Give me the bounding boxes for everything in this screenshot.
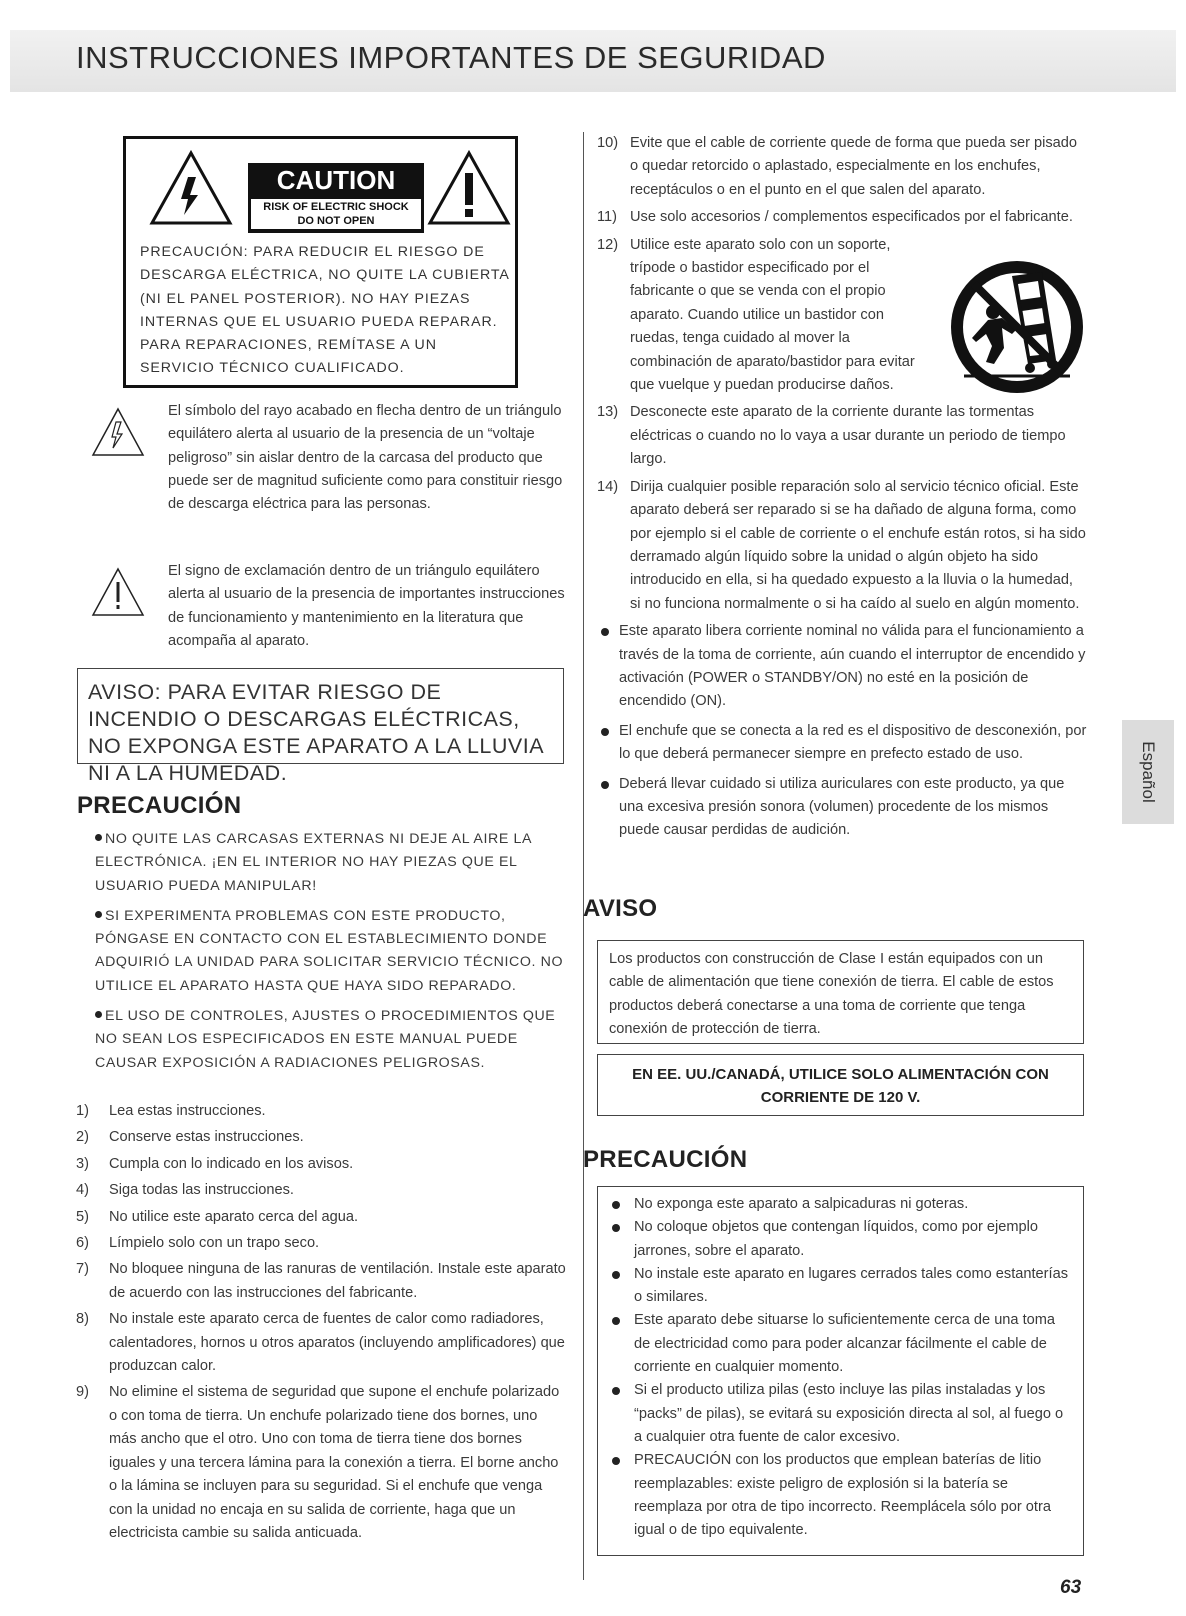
item-text: Lea estas instrucciones. [109, 1103, 266, 1119]
item-number: 12) [597, 236, 619, 253]
item-number: 10) [597, 135, 619, 151]
list-item-text: No coloque objetos que contengan líquidos, como por ejemplo jarrones, sobre el aparato. [634, 1219, 1039, 1259]
column-divider [583, 132, 584, 1580]
item-text: No elimine el sistema de seguridad que supone el enchufe polarizado o con toma de tierra. Un enchufe polarizado tiene dos bornes, uno más ancho que el otro. Uno con toma de tierra tiene dos bornes iguales y una tercera lámina para la conexión a tierra. El borne ancho o la lámina se incluyen para su seguridad. Si el enchufe que venga con la unidad no encaja en su salida de corriente, haga que un electricista cambie su salida anticuada. [109, 1384, 560, 1541]
list-item [612, 1379, 1071, 1449]
list-item [95, 905, 567, 998]
item-number: 11) [597, 209, 618, 226]
caution-label-line-2: DO NOT OPEN [297, 215, 375, 227]
item-number: 3) [76, 1155, 89, 1172]
list-item [612, 1263, 1071, 1310]
numbered-item [76, 1153, 566, 1176]
list-item [95, 1005, 567, 1075]
language-tab-label: Español [1139, 741, 1158, 803]
lightning-explanation-text: El símbolo del rayo acabado en flecha dentro de un triángulo equilátero alerta al usuario de la presencia de un “voltaje peligroso” sin aislar dentro de la carcasa del producto que puede ser de magnitud suficiente como para constituir riesgo de descarga eléctrica para las personas. [168, 403, 563, 513]
item-text: Utilice este aparato solo con un soporte, trípode o bastidor especificado por el fabricante o que se venda con el propio aparato. Cuando utilice un bastidor con ruedas, tenga cuidado al mover la combinación de aparato/bastidor para evitar que vuelque y puedan producirse daños. [630, 236, 915, 394]
numbered-item [76, 1206, 566, 1229]
caution-label-line-1: RISK OF ELECTRIC SHOCK [263, 201, 409, 213]
precaucion-list [95, 828, 567, 1082]
numbered-item [597, 401, 1087, 471]
list-item-text: No instale este aparato en lugares cerrados tales como estanterías o similares. [634, 1265, 1069, 1306]
page-number: 63 [1060, 1577, 1082, 1598]
caution-graphic [140, 149, 470, 231]
list-item-text: SI EXPERIMENTA PROBLEMAS CON ESTE PRODUCTO, PÓNGASE EN CONTACTO CON EL ESTABLECIMIENTO DONDE ADQUIRIÓ LA UNIDAD PARA SOLICITAR SERVICIO TÉCNICO. NO UTILICE EL APARATO HASTA QUE HAYA SIDO REPARADO. [95, 907, 564, 994]
lightning-triangle-icon [90, 406, 146, 458]
list-item [612, 1216, 1071, 1263]
list-item [612, 1309, 1071, 1379]
list-item [95, 828, 567, 898]
bullet-icon [612, 1201, 620, 1209]
numbered-list-left [76, 1100, 566, 1548]
list-item-text: No exponga este aparato a salpicaduras ni goteras. [634, 1196, 969, 1212]
language-tab [1122, 720, 1174, 824]
bullet-icon [601, 781, 609, 789]
precaucion-heading: PRECAUCIÓN [77, 792, 242, 819]
item-text: Cumpla con lo indicado en los avisos. [109, 1155, 354, 1172]
item-text: Conserve estas instrucciones. [109, 1129, 304, 1146]
numbered-list-right [597, 132, 1087, 849]
bullet-icon [612, 1387, 620, 1395]
list-item-text: Este aparato debe situarse lo suficientemente cerca de una toma de electricidad como para poder alcanzar fácilmente el cable de corriente en cualquier momento. [634, 1312, 1056, 1376]
aviso-heading: AVISO [583, 895, 658, 922]
list-item-text: EL USO DE CONTROLES, AJUSTES O PROCEDIMIENTOS QUE NO SEAN LOS ESPECIFICADOS EN ESTE MANUAL PUEDE CAUSAR EXPOSICIÓN A RADIACIONES PELIGROSAS. [95, 1008, 556, 1071]
lightning-triangle-icon [148, 149, 234, 227]
bullet-text: Deberá llevar cuidado si utiliza auriculares con este producto, ya que una excesiva presión sonora (volumen) procedente de los mismos puede causar perdidas de audición. [619, 775, 1065, 839]
list-item [612, 1449, 1071, 1542]
item-number: 14) [597, 478, 619, 495]
bullet-item [597, 720, 1087, 767]
page-title: INSTRUCCIONES IMPORTANTES DE SEGURIDAD [76, 40, 826, 75]
numbered-item [597, 132, 1087, 202]
bullet-icon [601, 728, 609, 736]
bullet-item [597, 620, 1087, 714]
item-text: Dirija cualquier posible reparación solo al servicio técnico oficial. Este aparato deberá ser reparado si se ha dañado de alguna forma, como por ejemplo si el cable de corriente o el enchufe están rotos, si ha sido derramado algún líquido sobre la unidad o algún objeto ha sido introducido en ella, si ha quedado expuesto a la lluvia o la humedad, si no funciona normalmente o si ha caído al suelo en algún momento. [630, 478, 1086, 612]
item-number: 2) [76, 1129, 89, 1146]
list-item-text: PRECAUCIÓN con los productos que emplean baterías de litio reemplazables: existe peligro de explosión si la batería se reemplaza por otra de tipo incorrecto. Reemplácela sólo por otra igual o de tipo equivalente. [634, 1452, 1051, 1539]
list-item-text: Si el producto utiliza pilas (esto incluye las pilas instaladas y los “packs” de pilas), se evitará su exposición directa al sol, al fuego o a cualquier otra fuente de calor excesivo. [634, 1382, 1064, 1445]
numbered-item [76, 1100, 566, 1123]
list-item-text: NO QUITE LAS CARCASAS EXTERNAS NI DEJE AL AIRE LA ELECTRÓNICA. ¡EN EL INTERIOR NO HAY PIEZAS QUE EL USUARIO PUEDA MANIPULAR! [95, 831, 532, 894]
exclamation-explanation-text: El signo de exclamación dentro de un triángulo equilátero alerta al usuario de la presencia de importantes instrucciones de funcionamiento y mantenimiento en la literatura que acompaña al aparato. [168, 563, 565, 649]
caution-text: PRECAUCIÓN: PARA REDUCIR EL RIESGO DE DESCARGA ELÉCTRICA, NO QUITE LA CUBIERTA (NI EL PANEL POSTERIOR). NO HAY PIEZAS INTERNAS QUE EL USUARIO PUEDA REPARAR. PARA REPARACIONES, REMÍTASE A UN SERVICIO TÉCNICO CUALIFICADO. [140, 244, 509, 377]
precaucion-heading-right: PRECAUCIÓN [583, 1146, 748, 1173]
numbered-item [597, 206, 1087, 229]
item-text: Siga todas las instrucciones. [109, 1182, 294, 1199]
numbered-item [76, 1381, 566, 1545]
bullet-icon [95, 1011, 102, 1018]
item-number: 9) [76, 1384, 89, 1401]
item-number: 1) [76, 1103, 89, 1119]
item-text: Evite que el cable de corriente quede de forma que pueda ser pisado o quedar retorcido o aplastado, especialmente en los enchufes, receptáculos o en el punto en el que salen del aparato. [630, 135, 1078, 198]
numbered-item [597, 476, 1087, 616]
numbered-item [76, 1126, 566, 1149]
item-text: No bloquee ninguna de las ranuras de ventilación. Instale este aparato de acuerdo con las instrucciones del fabricante. [109, 1261, 566, 1301]
exclamation-triangle-icon [90, 566, 146, 618]
precaucion-box-right [597, 1186, 1084, 1556]
item-number: 8) [76, 1311, 89, 1328]
numbered-item [76, 1308, 566, 1378]
aviso-warning-box: AVISO: PARA EVITAR RIESGO DE INCENDIO O DESCARGAS ELÉCTRICAS, NO EXPONGA ESTE APARATO A LA LLUVIA NI A LA HUMEDAD. [77, 668, 564, 764]
item-number: 5) [76, 1208, 89, 1225]
item-text: Use solo accesorios / complementos especificados por el fabricante. [630, 209, 1073, 226]
caution-box [123, 136, 518, 388]
exclamation-triangle-icon [426, 149, 512, 227]
bullet-item [597, 773, 1087, 843]
item-number: 13) [597, 404, 619, 421]
bullet-text: Este aparato libera corriente nominal no válida para el funcionamiento a través de la toma de corriente, aún cuando el interruptor de encendido y activación (POWER o STANDBY/ON) no esté en la posición de encendido (ON). [619, 623, 1086, 710]
numbered-item [76, 1258, 566, 1305]
bullet-icon [612, 1271, 620, 1279]
item-text: Desconecte este aparato de la corriente durante las tormentas eléctricas o cuando no lo vaya a usar durante un periodo de tiempo largo. [630, 404, 1066, 468]
class-i-box: Los productos con construcción de Clase I están equipados con un cable de alimentación que tiene conexión de tierra. El cable de estos productos deberá conectarse a una toma de corriente que tenga conexión de protección de tierra. [597, 940, 1084, 1044]
item-number: 4) [76, 1182, 89, 1199]
item-number: 7) [76, 1261, 89, 1278]
bullet-text: El enchufe que se conecta a la red es el dispositivo de desconexión, por lo que deberá permanecer siempre en prefecto estado de uso. [619, 722, 1087, 763]
item-text: No utilice este aparato cerca del agua. [109, 1208, 359, 1225]
caution-label-small [251, 199, 421, 229]
bullet-icon [95, 834, 102, 841]
item-text: Límpielo solo con un trapo seco. [109, 1235, 320, 1252]
usa-canada-box: EN EE. UU./CANADÁ, UTILICE SOLO ALIMENTACIÓN CON CORRIENTE DE 120 V. [597, 1054, 1084, 1116]
caution-label [248, 163, 424, 233]
list-item [612, 1193, 1071, 1216]
bullet-icon [95, 911, 102, 918]
bullet-icon [612, 1224, 620, 1232]
caution-label-big: CAUTION [276, 165, 396, 195]
numbered-item [76, 1179, 566, 1202]
cart-tipover-warning-icon [946, 256, 1088, 398]
bullet-icon [612, 1457, 620, 1465]
item-number: 6) [76, 1235, 89, 1252]
numbered-item [76, 1232, 566, 1255]
bullet-icon [601, 628, 609, 636]
item-text: No instale este aparato cerca de fuentes de calor como radiadores, calentadores, hornos u otros aparatos (incluyendo amplificadores) que produzcan calor. [109, 1311, 565, 1375]
bullet-icon [612, 1317, 620, 1325]
